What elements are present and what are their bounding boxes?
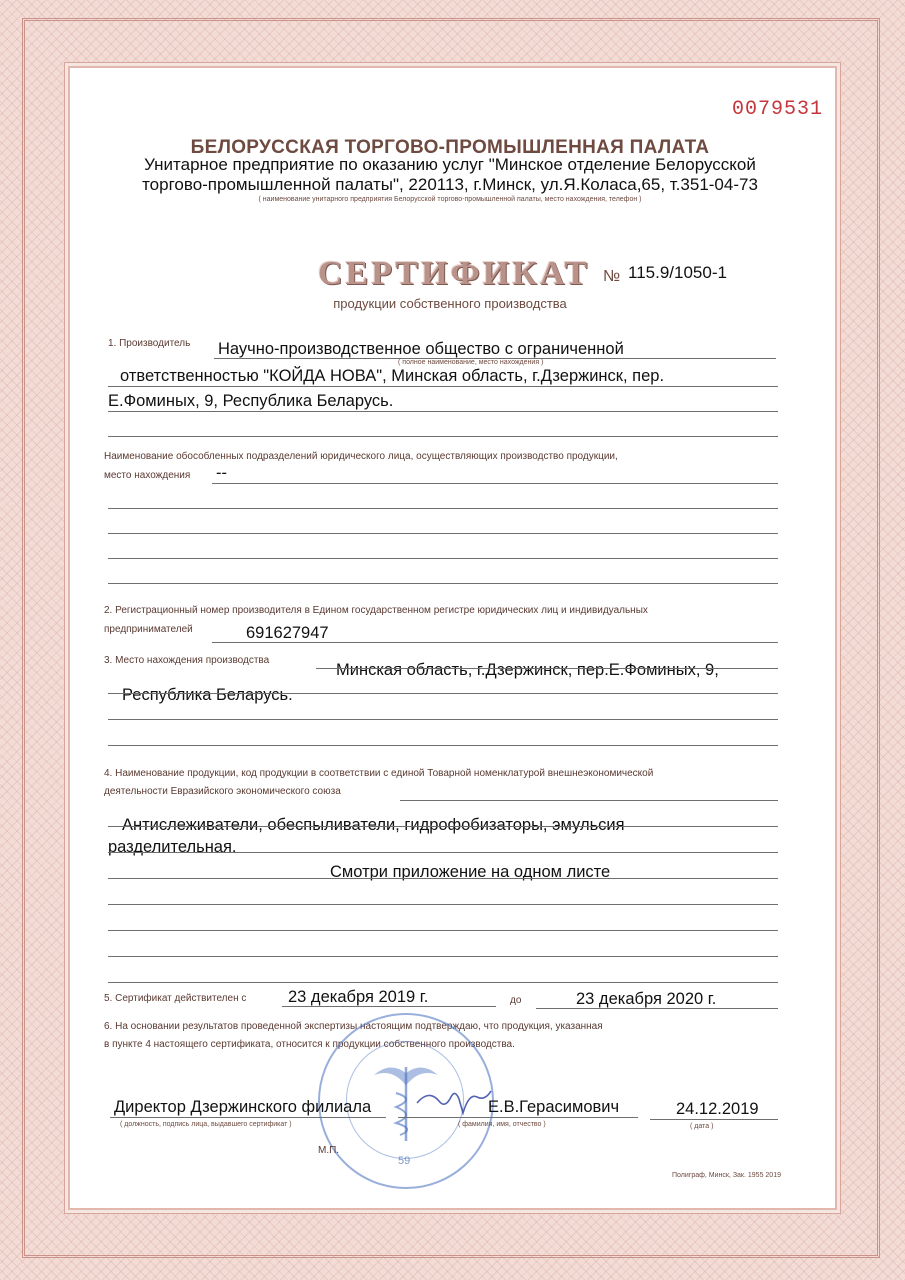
rule (650, 1119, 778, 1120)
rule (108, 904, 778, 905)
validity-label: 5. Сертификат действителен с (104, 993, 247, 1004)
rule (398, 1117, 638, 1118)
rule (108, 436, 778, 437)
printer-imprint: Полиграф, Минск, Зак. 1955 2019 (672, 1172, 781, 1179)
rule (108, 386, 778, 387)
signer-position: Директор Дзержинского филиала (114, 1098, 372, 1116)
producer-line-1: Научно-производственное общество с ограниченной (218, 340, 624, 358)
rule (108, 878, 778, 879)
product-label-1: 4. Наименование продукции, код продукции в соответствии с единой Товарной номенклатурой внешнеэкономической (104, 768, 654, 779)
production-location-line-1: Минская область, г.Дзержинск, пер.Е.Фоминых, 9, (336, 661, 719, 679)
rule (400, 800, 778, 801)
signature-date: 24.12.2019 (676, 1100, 759, 1118)
issuer-caption: ( наименование унитарного предприятия Белорусской торгово-промышленной палаты, место нахождения, телефон ) (258, 196, 642, 203)
seal-place-mark: М.П. (318, 1145, 340, 1156)
production-location-label: 3. Место нахождения производства (104, 655, 270, 666)
certificate-subtitle: продукции собственного производства (333, 296, 567, 311)
subdivisions-label-2: место нахождения (104, 470, 191, 481)
number-label: № (603, 268, 621, 285)
product-line-1: Антислеживатели, обеспыливатели, гидрофобизаторы, эмульсия (122, 816, 625, 834)
rule (108, 956, 778, 957)
rule (536, 1008, 778, 1009)
registration-label-2: предпринимателей (104, 624, 193, 635)
valid-to-date: 23 декабря 2020 г. (576, 990, 717, 1008)
rule (316, 668, 778, 669)
producer-line-3: Е.Фоминых, 9, Республика Беларусь. (108, 392, 394, 410)
rule (108, 826, 778, 827)
issuer-line-1: Унитарное предприятие по оказанию услуг "Минское отделение Белорусской (144, 155, 756, 174)
product-line-2: разделительная. (108, 838, 237, 856)
serial-number: 0079531 (732, 98, 824, 121)
handwritten-signature (415, 1085, 493, 1117)
rule (110, 1117, 386, 1118)
registration-label-1: 2. Регистрационный номер производителя в Едином государственном регистре юридических лиц и индивидуальных (104, 605, 648, 616)
rule (108, 558, 778, 559)
signature-date-caption: ( дата ) (690, 1123, 714, 1130)
registration-number: 691627947 (246, 624, 329, 642)
rule (108, 533, 778, 534)
product-label-2: деятельности Евразийского экономического союза (104, 786, 341, 797)
valid-to-label: до (510, 995, 522, 1006)
chamber-name: БЕЛОРУССКАЯ ТОРГОВО-ПРОМЫШЛЕННАЯ ПАЛАТА (190, 137, 710, 158)
rule (212, 642, 778, 643)
rule (108, 508, 778, 509)
statement-line-1: 6. На основании результатов проведенной экспертизы настоящим подтверждаю, что продукция, указанная (104, 1021, 603, 1032)
subdivisions-label-1: Наименование обособленных подразделений юридического лица, осуществляющих производство продукции, (104, 451, 618, 462)
signer-name: Е.В.Герасимович (488, 1098, 620, 1116)
certificate-title: СЕРТИФИКАТ (318, 255, 591, 292)
producer-line-2: ответственностью "КОЙДА НОВА", Минская область, г.Дзержинск, пер. (120, 367, 665, 385)
producer-caption: ( полное наименование, место нахождения ) (398, 359, 544, 366)
issuer-line-2: торгово-промышленной палаты", 220113, г.Минск, ул.Я.Коласа,65, т.351-04-73 (142, 175, 758, 194)
rule (108, 411, 778, 412)
valid-from-date: 23 декабря 2019 г. (288, 988, 429, 1006)
statement-line-2: в пункте 4 настоящего сертификата, относится к продукции собственного производства. (104, 1039, 515, 1050)
rule (108, 852, 778, 853)
subdivisions-value: -- (216, 464, 227, 482)
rule (108, 982, 778, 983)
signer-name-caption: ( фамилия, имя, отчество ) (458, 1121, 546, 1128)
certificate-number: 115.9/1050-1 (628, 263, 727, 282)
product-appendix-note: Смотри приложение на одном листе (330, 863, 611, 881)
rule (108, 693, 778, 694)
rule (108, 930, 778, 931)
rule (108, 719, 778, 720)
rule (108, 583, 778, 584)
producer-label: 1. Производитель (108, 338, 191, 349)
rule (212, 483, 778, 484)
rule (282, 1006, 496, 1007)
stamp-number: 59 (398, 1155, 411, 1167)
issuer-organization (105, 155, 795, 195)
signer-position-caption: ( должность, подпись лица, выдавшего сертификат ) (120, 1121, 292, 1128)
production-location-line-2: Республика Беларусь. (122, 686, 293, 704)
rule (108, 745, 778, 746)
